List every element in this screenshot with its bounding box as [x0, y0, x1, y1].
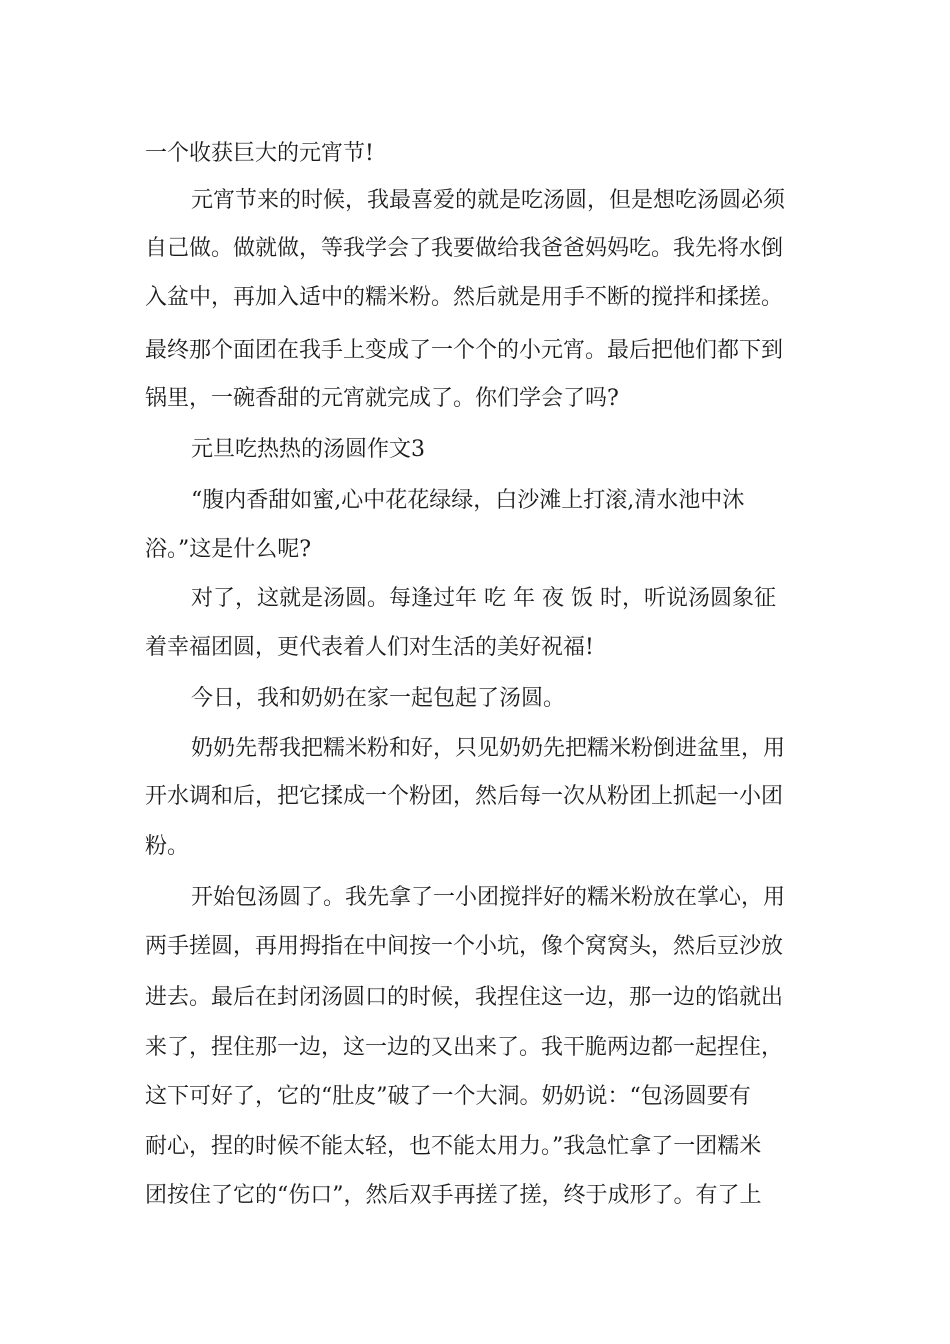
text-line: 今日，我和奶奶在家一起包起了汤圆。 — [191, 686, 566, 711]
text-line: “腹内香甜如蜜,心中花花绿绿，白沙滩上打滚,清水池中沐 — [191, 488, 745, 513]
text-line: 锅里，一碗香甜的元宵就完成了。你们学会了吗? — [145, 386, 619, 411]
text-line: 最终那个面团在我手上变成了一个个的小元宵。最后把他们都下到 — [145, 338, 784, 363]
text-line: 开水调和后，把它揉成一个粉团，然后每一次从粉团上抓起一小团 — [145, 784, 784, 809]
text-line: 元宵节来的时候，我最喜爱的就是吃汤圆，但是想吃汤圆必须 — [191, 188, 786, 213]
text-line: 进去。最后在封闭汤圆口的时候，我捏住这一边，那一边的馅就出 — [145, 985, 784, 1010]
text-line: 着幸福团圆，更代表着人们对生活的美好祝福! — [145, 635, 594, 660]
text-line: 粉。 — [145, 834, 190, 859]
text-line: 对了，这就是汤圆。每逢过年 吃 年 夜 饭 时，听说汤圆象征 — [191, 586, 776, 611]
text-line: 耐心，捏的时候不能太轻，也不能太用力。”我急忙拿了一团糯米 — [145, 1134, 762, 1159]
text-line: 奶奶先帮我把糯米粉和好，只见奶奶先把糯米粉倒进盆里，用 — [191, 736, 786, 761]
text-line: 自己做。做就做，等我学会了我要做给我爸爸妈妈吃。我先将水倒 — [145, 236, 784, 261]
text-line: 两手搓圆，再用拇指在中间按一个小坑，像个窝窝头，然后豆沙放 — [145, 934, 784, 959]
text-line: 浴。”这是什么呢? — [145, 537, 312, 562]
text-line: 这下可好了，它的“肚皮”破了一个大洞。奶奶说：“包汤圆要有 — [145, 1084, 751, 1109]
section-heading: 元旦吃热热的汤圆作文3 — [191, 437, 425, 462]
text-line: 入盆中，再加入适中的糯米粉。然后就是用手不断的搅拌和揉搓。 — [145, 285, 784, 310]
text-line: 一个收获巨大的元宵节! — [145, 141, 374, 166]
text-line: 团按住了它的“伤口”，然后双手再搓了搓，终于成形了。有了上 — [145, 1183, 762, 1208]
text-line: 来了，捏住那一边，这一边的又出来了。我干脆两边都一起捏住， — [145, 1035, 784, 1060]
text-line: 开始包汤圆了。我先拿了一小团搅拌好的糯米粉放在掌心，用 — [191, 885, 786, 910]
